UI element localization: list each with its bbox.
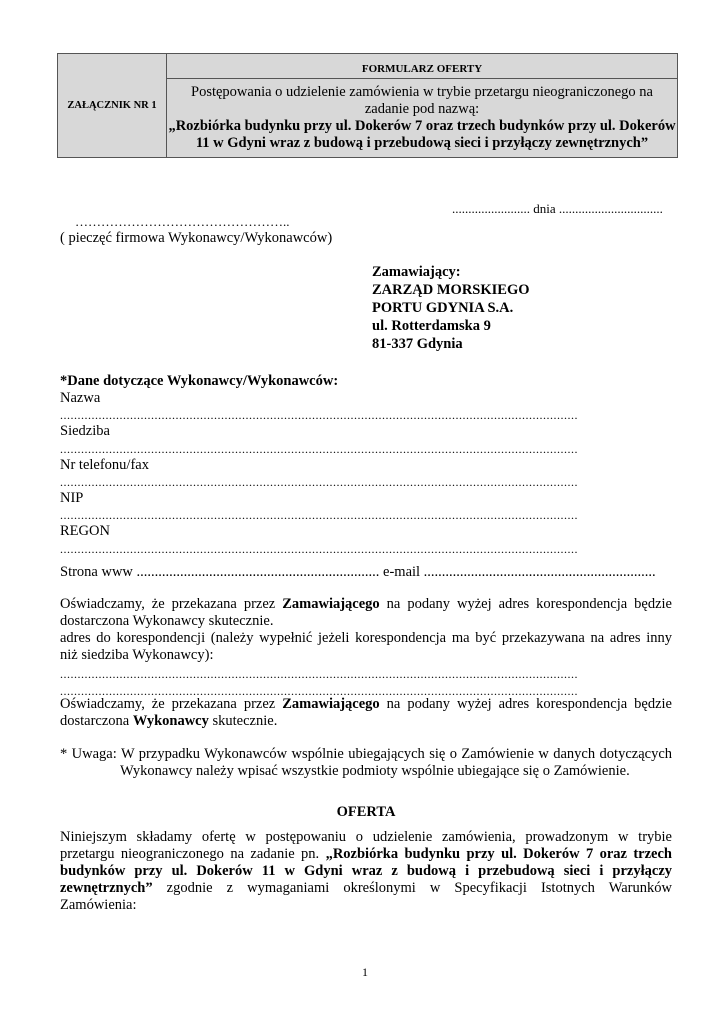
offer-line-3: budynków przy ul. Dokerów 11 w Gdyni wraz z budową i przebudową sieci i przyłączy (60, 863, 672, 879)
note-line-1: * Uwaga: W przypadku Wykonawców wspólnie ubiegających się o Zamówienie w danych dotyczących (60, 746, 672, 762)
statement-1-bold: Zamawiającego (282, 596, 380, 612)
orderer-name-2: PORTU GDYNIA S.A. (372, 300, 514, 316)
offer-line-1: Niniejszym składamy ofertę w postępowaniu o udzielenie zamówienia, prowadzonym w trybie (60, 829, 672, 845)
desc-line-1: Postępowania o udzielenie zamówienia w trybie przetargu nieograniczonego na (191, 84, 653, 100)
statement-1-text-b: na podany wyżej adres korespondencja będzie (379, 596, 672, 612)
orderer-label: Zamawiający: (372, 264, 461, 280)
offer-bold-a: „Rozbiórka budynku przy ul. Dokerów 7 oraz trzech (325, 846, 672, 862)
date-line: ........................ dnia ................................ (452, 201, 663, 216)
statement-2-text-c: dostarczona (60, 713, 133, 729)
field-regon-label: REGON (60, 523, 110, 539)
address-dots-2: .................................................................................................................................................... (60, 685, 578, 697)
statement-2-bold-2: Wykonawcy (132, 713, 209, 729)
statement-2-text-b: na podany wyżej adres korespondencja będzie (379, 696, 672, 712)
orderer-city: 81-337 Gdynia (372, 336, 463, 352)
stamp-dots: ………………………………………….. (75, 214, 290, 229)
stamp-label: ( pieczęć firmowa Wykonawcy/Wykonawców) (60, 230, 333, 246)
note-line-2: Wykonawcy należy wpisać wszystkie podmioty wspólnie ubiegające się o Zamówienie. (120, 763, 630, 779)
statement-1 (60, 596, 672, 630)
offer-line-2 (60, 846, 672, 863)
header-right-cell (167, 54, 677, 157)
header-description (167, 84, 677, 152)
offer-line-5: Zamówienia: (60, 897, 137, 913)
form-title: FORMULARZ OFERTY (167, 60, 677, 79)
address-note (60, 630, 672, 664)
orderer-street: ul. Rotterdamska 9 (372, 318, 491, 334)
field-seat-dots: .................................................................................................................................................... (60, 443, 578, 455)
attachment-label: ZAŁĄCZNIK NR 1 (58, 54, 167, 157)
project-line-1: „Rozbiórka budynku przy ul. Dokerów 7 oraz trzech budynków przy ul. Dokerów (168, 118, 676, 134)
offer-heading: OFERTA (336, 804, 396, 820)
address-dots-1: .................................................................................................................................................... (60, 668, 578, 680)
page-number: 1 (362, 965, 368, 979)
orderer-block (372, 263, 530, 353)
www-email-line: Strona www ................................................................... e-mail ................................................................ (60, 564, 656, 580)
address-note-line-2: niż siedziba Wykonawcy): (60, 647, 214, 663)
statement-2-line-2 (60, 713, 672, 730)
statement-2-bold: Zamawiającego (282, 696, 380, 712)
offer-line-4 (60, 880, 672, 897)
field-name-label: Nazwa (60, 390, 101, 406)
field-phone-label: Nr telefonu/fax (60, 457, 149, 473)
field-nip-dots: .................................................................................................................................................... (60, 509, 578, 521)
field-phone-dots: .................................................................................................................................................... (60, 476, 578, 488)
orderer-name-1: ZARZĄD MORSKIEGO (372, 282, 530, 298)
statement-1-line-1 (60, 596, 672, 613)
field-nip-label: NIP (60, 490, 84, 506)
offer-text-b: zgodnie z wymaganiami określonymi w Specyfikacji Istotnych Warunków (152, 880, 672, 896)
offer-text-a: przetargu nieograniczonego na zadanie pn. (60, 846, 326, 862)
address-note-line-1: adres do korespondencji (należy wypełnić jeżeli korespondencja ma być przekazywana na adres inny (60, 630, 672, 646)
note (60, 746, 672, 780)
statement-2-text-d: skutecznie. (208, 713, 278, 729)
project-line-2: 11 w Gdyni wraz z budową i przebudową sieci i przyłączy zewnętrznych” (195, 135, 649, 151)
statement-1-line-2: dostarczona Wykonawcy skutecznie. (60, 613, 274, 629)
statement-2 (60, 696, 672, 730)
statement-2-line-1 (60, 696, 672, 713)
contractor-heading: *Dane dotyczące Wykonawcy/Wykonawców: (60, 373, 339, 389)
field-regon-dots: .................................................................................................................................................... (60, 543, 578, 555)
statement-2-text-a: Oświadczamy, że przekazana przez (60, 696, 283, 712)
offer-body (60, 829, 672, 914)
field-name-dots: .................................................................................................................................................... (60, 409, 578, 421)
field-seat-label: Siedziba (60, 423, 110, 439)
statement-1-text-a: Oświadczamy, że przekazana przez (60, 596, 283, 612)
offer-bold-b: zewnętrznych” (60, 880, 153, 896)
desc-line-2: zadanie pod nazwą: (364, 101, 480, 117)
header-table (57, 53, 678, 158)
